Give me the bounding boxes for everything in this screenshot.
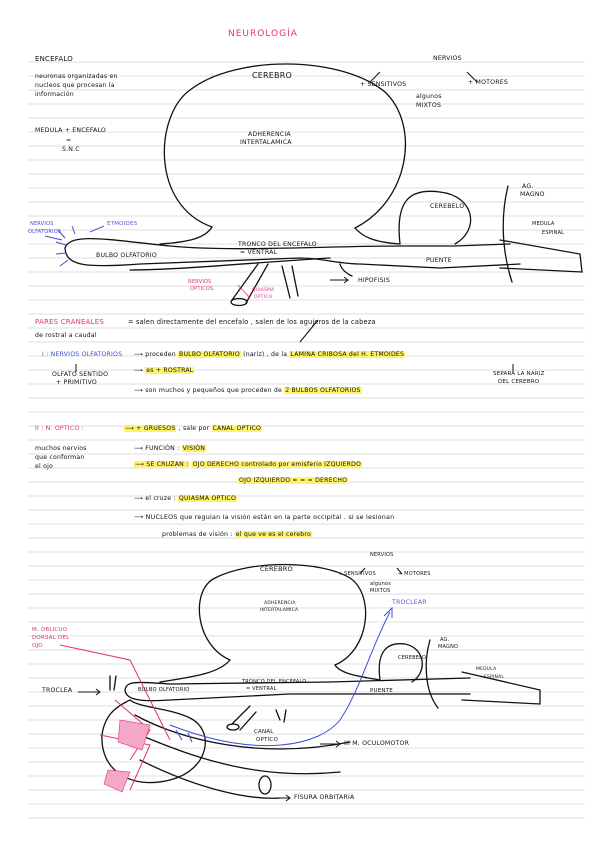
- tronco-label: TRONCO DEL ENCEFALO: [238, 241, 317, 248]
- par2-l7: [162, 532, 312, 538]
- ruled-lines: [28, 62, 585, 818]
- nervios-heading: NERVIOS: [433, 55, 462, 62]
- par2-l7-pre: problemas de visión :: [162, 531, 233, 538]
- intertalamica-2-label: INTERTALAMICA: [260, 608, 299, 613]
- separa-line-1: SEPARA LA NARIZ: [493, 371, 545, 377]
- troclea-label: TROCLEA: [42, 687, 73, 694]
- m-oblicuo-line-1: M. OBLICUO: [32, 627, 68, 633]
- medula-label: MEDULA: [532, 221, 555, 227]
- eye-muscles-fill: [104, 720, 150, 792]
- par1-l1-pre: ⟶ proceden: [134, 351, 176, 358]
- par2-side-2: que conforman: [35, 454, 85, 461]
- quiasma-optico-label: OPTICO: [254, 295, 273, 300]
- canal-label: CANAL: [254, 729, 274, 735]
- pares-text-2: de rostral a caudal: [35, 332, 97, 339]
- etmoides-label: ETMOIDES: [107, 221, 138, 227]
- adherencia-2-label: ADHERENCIA: [264, 601, 296, 606]
- quiasma-arrow: [238, 285, 250, 298]
- puente-2-label: PUENTE: [370, 688, 393, 694]
- par1-l1-highlight: BULBO OLFATORIO: [179, 351, 240, 358]
- par1-l3-pre: ⟶ son muchos y pequeños que proceden de: [134, 387, 283, 394]
- olfato-line-2: + PRIMITIVO: [56, 379, 97, 386]
- m-oblicuo-line-2: DORSAL DEL: [32, 635, 70, 641]
- bulbo-label: BULBO OLFATORIO: [96, 252, 157, 259]
- brain-diagram-2: [102, 565, 540, 799]
- neuronas-line-3: información: [35, 91, 74, 98]
- neuronas-line-1: neuronas organizadas en: [35, 73, 118, 80]
- par1-l1-highlight-2: LAMINA CRIBOSA del H. ETMOIDES: [290, 351, 405, 358]
- olfato-line-1: OLFATO SENTIDO: [52, 371, 109, 378]
- separa-line-2: DEL CEREBRO: [498, 379, 540, 385]
- par2-l2-highlight: VISIÓN: [182, 445, 206, 452]
- intertalamica-label: INTERTALAMICA: [240, 139, 292, 146]
- sensitivos-label: + SENSITIVOS: [360, 81, 407, 88]
- ventral-label: = VENTRAL: [240, 249, 278, 256]
- fisura-label: FISURA ORBITARIA: [294, 794, 355, 801]
- cerebro-2-label: CEREBRO: [260, 565, 293, 573]
- oculomotor-label: III M. OCULOMOTOR: [344, 740, 410, 747]
- motores-2-label: + MOTORES: [398, 571, 431, 577]
- par2-l1-highlight-2: CANAL OPTICO: [212, 425, 262, 432]
- par2-label: II : N. OPTICO :: [35, 425, 84, 432]
- par2-l2: [134, 446, 206, 452]
- par2-l1: [124, 426, 262, 432]
- cerebelo-2-label: CEREBELO: [398, 655, 427, 661]
- par1-l2-arrow: ⟶: [134, 367, 144, 374]
- optico-label: OPTICO: [256, 737, 278, 743]
- quiasma-label: QUIASMA: [252, 288, 275, 293]
- ag-2-label: AG.: [440, 637, 450, 643]
- par1-label: I : NERVIOS OLFATORIOS: [42, 351, 123, 358]
- par1-l3-highlight: 2 BULBOS OLFATORIOS: [285, 387, 361, 394]
- par2-l3-highlight-2: OJO DERECHO controlado por emisferio IZQUIERDO: [192, 461, 362, 468]
- puente-label: PUENTE: [426, 257, 452, 264]
- ag-label: AG.: [522, 183, 534, 190]
- par1-l2-highlight: es + ROSTRAL: [146, 367, 194, 374]
- page-title: NEUROLOGÍA: [228, 29, 298, 39]
- par2-l5-pre: ⟶ el cruze :: [134, 495, 176, 502]
- opticos-label: OPTICOS: [190, 286, 214, 292]
- par2-l3: [134, 462, 362, 468]
- motores-label: + MOTORES: [468, 79, 508, 86]
- espinal-2-label: ESPINAL: [484, 675, 505, 680]
- par2-l4: [238, 478, 348, 484]
- cerebelo-label: CEREBELO: [430, 203, 465, 210]
- equals-sign: =: [66, 137, 72, 144]
- eye-muscles-pink: [60, 645, 170, 790]
- espinal-label: ESPINAL: [542, 230, 565, 236]
- par2-l3-highlight: ⟶ SE CRUZAN :: [135, 461, 189, 468]
- par2-l5-highlight: QUIASMA OPTICO: [178, 495, 237, 502]
- par2-side-3: el ojo: [35, 463, 53, 470]
- medula-encefalo: MEDULA + ENCEFALO: [35, 127, 106, 134]
- etmoides-arrow: [90, 226, 104, 232]
- neuronas-line-2: nucleos que procesan la: [35, 82, 115, 89]
- bulbo-2-label: BULBO OLFATORIO: [138, 687, 190, 693]
- snc-label: S.N.C: [62, 146, 80, 153]
- mixtos-label: MIXTOS: [416, 102, 442, 109]
- algunos-2-label: algunos: [370, 581, 392, 587]
- tronco-2-label: TRONCO DEL ENCEFALO: [242, 679, 307, 685]
- nervios-2-label: NERVIOS: [370, 552, 394, 558]
- mixtos-2-label: MIXTOS: [370, 588, 391, 594]
- adherencia-label: ADHERENCIA: [248, 131, 291, 138]
- pares-text-1: = salen directamente del encefalo , salen de los agujeros de la cabeza: [128, 318, 376, 326]
- m-oblicuo-line-3: OJO: [32, 643, 43, 649]
- par1-l2: [134, 368, 194, 374]
- par1-l1: [134, 352, 405, 358]
- medula-2-label: MEDULA: [476, 667, 497, 672]
- algunos-label: algunos: [416, 93, 442, 100]
- par2-l1-mid: , sale por: [178, 425, 210, 432]
- ventral-2-label: = VENTRAL: [246, 686, 277, 692]
- par1-l1-mid: (nariz) , de la: [243, 351, 288, 358]
- par2-l7-highlight: el que ve es el cerebro: [235, 531, 311, 538]
- par2-l1-highlight: ⟶ + GRUESOS: [125, 425, 176, 432]
- nervios-olfatorios-label: NERVIOS: [30, 221, 54, 227]
- cerebro-label: CEREBRO: [252, 71, 292, 80]
- par2-l5: [134, 496, 237, 502]
- brain-diagram-1: [65, 64, 582, 306]
- nervios-opticos-label: NERVIOS: [188, 279, 212, 285]
- par2-l6: ⟶ NUCLEOS que regulan la visión están en la parte occipital . si se lesionan: [134, 513, 395, 521]
- par2-l2-pre: ⟶ FUNCIÓN :: [134, 445, 180, 452]
- hipofisis-label: HIPOFISIS: [358, 277, 390, 284]
- par1-l3: [134, 388, 362, 394]
- par2-side-1: muchos nervios: [35, 445, 87, 452]
- magno-label: MAGNO: [520, 191, 545, 198]
- olfatorios-label: OLFATORIOS: [28, 229, 62, 235]
- par2-l4-highlight: OJO IZQUIERDO = = = DERECHO: [239, 477, 348, 484]
- troclear-label: TROCLEAR: [392, 599, 427, 606]
- sensitivos-2-label: + SENSITIVOS: [338, 571, 376, 577]
- pares-heading: PARES CRANEALES: [35, 318, 104, 326]
- magno-2-label: MAGNO: [438, 644, 459, 650]
- encefalo-heading: ENCEFALO: [35, 55, 73, 63]
